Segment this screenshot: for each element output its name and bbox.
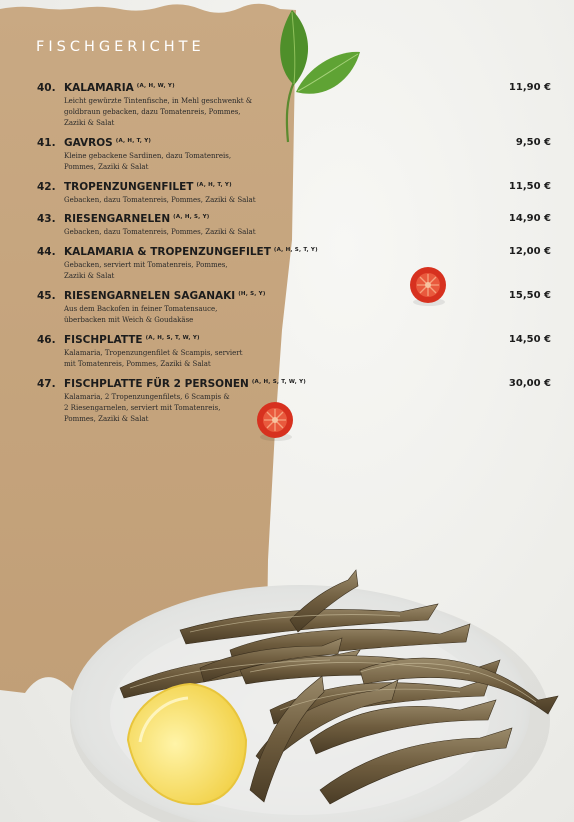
allergen-codes: (A, H, T, Y) [115, 138, 152, 144]
fried-fish-plate-icon [60, 560, 574, 822]
item-price: 11,50 € [508, 181, 551, 192]
item-number: 42. [37, 181, 56, 193]
item-number: 47. [37, 378, 56, 390]
item-name [64, 334, 200, 346]
item-description: Gebacken, dazu Tomatenreis, Pommes, Zaziki & Salat [64, 228, 256, 236]
item-name [64, 290, 266, 302]
item-name-text: FISCHPLATTE [64, 334, 143, 346]
item-price: 30,00 € [508, 378, 551, 389]
item-description: Leicht gewürzte Tintenfische, in Mehl geschwenkt & goldbraun gebacken, dazu Tomatenreis, Pommes, Zaziki & Salat [64, 97, 253, 127]
item-number: 45. [37, 290, 56, 302]
item-description: Kalamaria, 2 Tropenzungenfilets, 6 Scampis & 2 Riesengarnelen, serviert mit Tomatenreis, Pommes, Zaziki & Salat [64, 393, 230, 423]
basil-leaf-icon [268, 0, 368, 150]
item-number: 44. [37, 246, 56, 258]
item-name [64, 181, 232, 193]
cherry-tomato-icon [407, 264, 451, 308]
item-description: Kleine gebackene Sardinen, dazu Tomatenreis, Pommes, Zaziki & Salat [64, 152, 232, 171]
page-title: FISCHGERICHTE [36, 39, 205, 55]
allergen-codes: (A, H, S, T, W, Y) [145, 335, 200, 341]
item-name-text: KALAMARIA [64, 82, 134, 94]
allergen-codes: (A, H, S, T, W, Y) [251, 379, 306, 385]
allergen-codes: (A, H, S, Y) [173, 214, 210, 220]
item-name [64, 137, 151, 149]
item-price: 14,50 € [508, 334, 551, 345]
item-name [64, 82, 175, 94]
item-number: 43. [37, 213, 56, 225]
item-name [64, 246, 318, 258]
item-name [64, 213, 210, 225]
cherry-tomato-icon [254, 399, 298, 443]
item-name-text: RIESENGARNELEN SAGANAKI [64, 290, 236, 302]
item-number: 46. [37, 334, 56, 346]
allergen-codes: (A, H, T, Y) [196, 182, 232, 188]
item-description: Gebacken, serviert mit Tomatenreis, Pommes, Zaziki & Salat [64, 261, 228, 280]
item-number: 40. [37, 82, 56, 94]
item-description: Aus dem Backofen in feiner Tomatensauce, überbacken mit Weich & Goudakäse [64, 305, 218, 324]
item-description: Kalamaria, Tropenzungenfilet & Scampis, serviert mit Tomatenreis, Pommes, Zaziki & Salat [64, 349, 243, 368]
item-name-text: TROPENZUNGENFILET [64, 181, 194, 193]
item-name [64, 378, 306, 390]
item-description: Gebacken, dazu Tomatenreis, Pommes, Zaziki & Salat [64, 196, 256, 204]
item-number: 41. [37, 137, 56, 149]
allergen-codes: (H, S, Y) [238, 291, 266, 297]
item-price: 11,90 € [508, 82, 551, 93]
item-price: 9,50 € [515, 137, 551, 148]
allergen-codes: (A, H, S, T, Y) [273, 247, 318, 253]
item-name-text: RIESENGARNELEN [64, 213, 171, 225]
item-price: 14,90 € [508, 213, 551, 224]
item-name-text: FISCHPLATTE FÜR 2 PERSONEN [64, 378, 249, 390]
item-price: 12,00 € [508, 246, 551, 257]
allergen-codes: (A, H, W, Y) [136, 83, 175, 89]
item-name-text: KALAMARIA & TROPENZUNGEFILET [64, 246, 271, 258]
item-name-text: GAVROS [64, 137, 113, 149]
item-price: 15,50 € [508, 290, 551, 301]
